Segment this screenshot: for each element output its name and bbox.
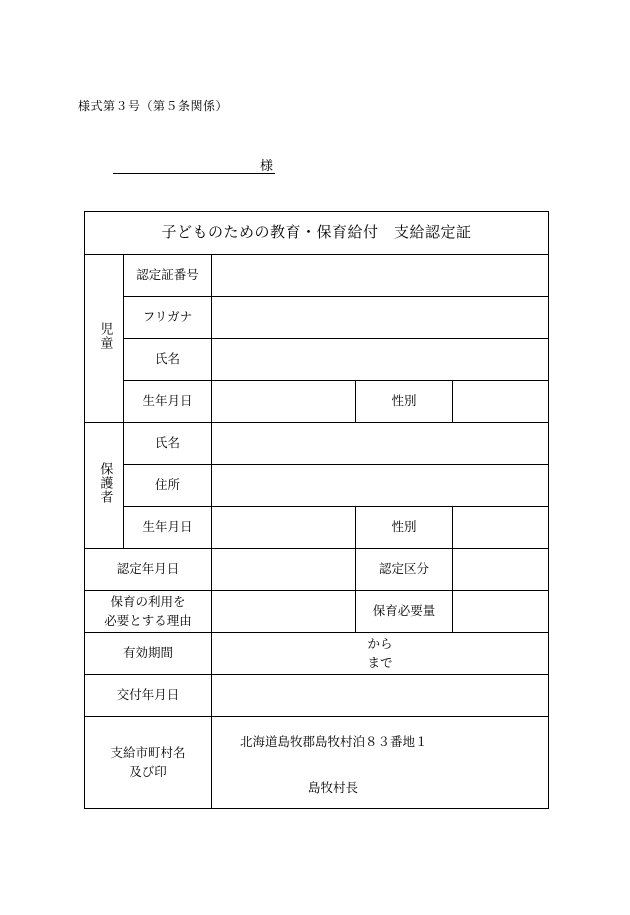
guardian-address-label: 住所	[124, 465, 212, 507]
validity-label: 有効期間	[85, 633, 212, 675]
issuer-address: 北海道島牧郡島牧村泊８３番地１	[240, 734, 428, 749]
addressee-name-line	[113, 157, 275, 174]
guardian-sex-label: 性別	[356, 507, 453, 549]
reason-label-line1: 保育の利用を	[110, 594, 186, 610]
child-birth-value	[212, 381, 356, 423]
child-cert-number-label: 認定証番号	[124, 255, 212, 297]
child-furigana-label: フリガナ	[124, 297, 212, 339]
guardian-address-value	[212, 465, 549, 507]
guardian-birth-value	[212, 507, 356, 549]
child-sex-label: 性別	[356, 381, 453, 423]
cert-category-label: 認定区分	[356, 549, 453, 591]
issuer-label-cell	[85, 717, 212, 809]
cert-category-value	[453, 549, 549, 591]
child-cert-number-value	[212, 255, 549, 297]
child-furigana-value	[212, 297, 549, 339]
guardian-name-label: 氏名	[124, 423, 212, 465]
child-name-value	[212, 339, 549, 381]
certificate-table	[84, 211, 549, 809]
guardian-name-value	[212, 423, 549, 465]
required-amount-value	[453, 591, 549, 633]
reason-label-line2: 必要とする理由	[104, 612, 192, 628]
child-group-label: 児童	[97, 321, 113, 350]
issue-date-value	[212, 675, 549, 717]
cert-date-value	[212, 549, 356, 591]
issuer-value-cell	[212, 717, 549, 809]
guardian-group-cell	[85, 423, 124, 549]
certificate-title: 子どものための教育・保育給付 支給認定証	[161, 223, 472, 242]
cert-date-label: 認定年月日	[85, 549, 212, 591]
required-amount-label: 保育必要量	[356, 591, 453, 633]
issuer-label-line1: 支給市町村名	[110, 745, 186, 761]
addressee-honorific: 様	[260, 159, 274, 174]
child-sex-value	[453, 381, 549, 423]
guardian-sex-value	[453, 507, 549, 549]
child-name-label: 氏名	[124, 339, 212, 381]
issuer-mayor: 島牧村長	[308, 780, 359, 795]
validity-to: まで	[367, 654, 393, 670]
validity-from: から	[367, 636, 393, 652]
child-birth-label: 生年月日	[124, 381, 212, 423]
issuer-label-line2: 及び印	[129, 763, 167, 779]
reason-label-cell	[85, 591, 212, 633]
issue-date-label: 交付年月日	[85, 675, 212, 717]
child-group-cell	[85, 255, 124, 423]
form-number: 様式第３号（第５条関係）	[78, 99, 229, 113]
guardian-group-label: 保護者	[97, 461, 113, 504]
reason-value	[212, 591, 356, 633]
guardian-birth-label: 生年月日	[124, 507, 212, 549]
certificate-title-cell	[85, 212, 549, 255]
validity-value-cell	[212, 633, 549, 675]
